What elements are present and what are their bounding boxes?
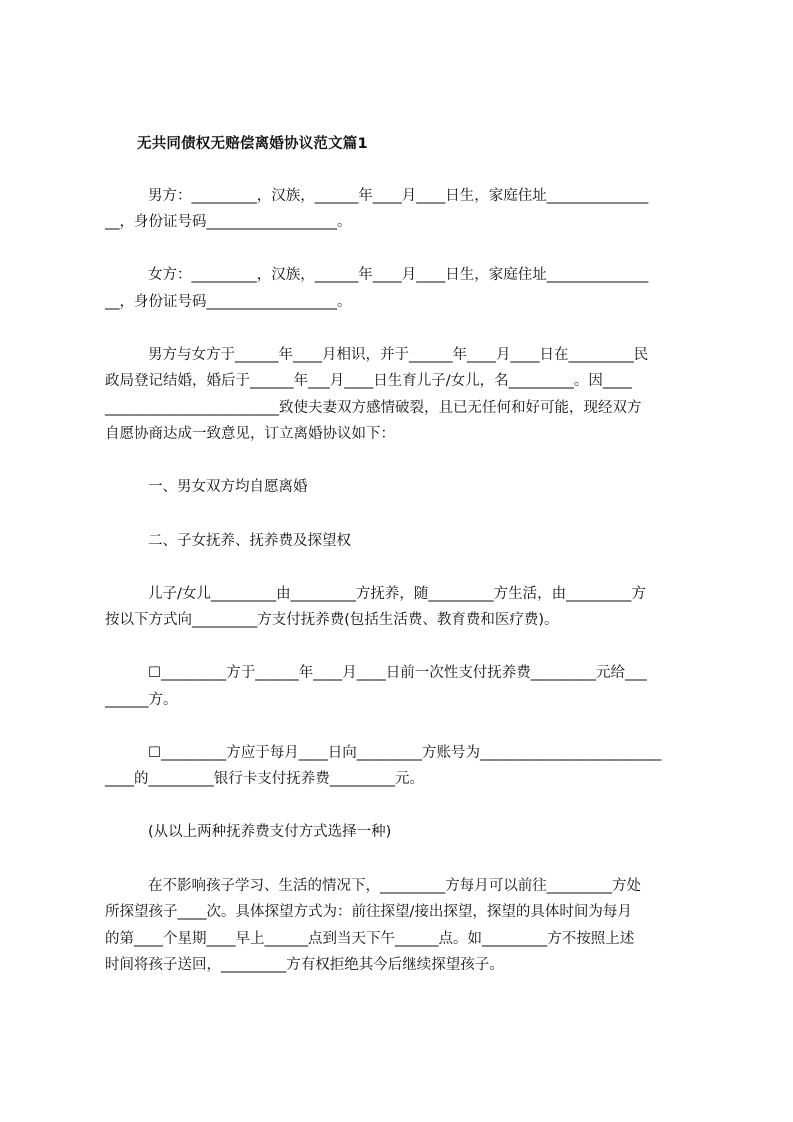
paragraph-line: 男方：_________，汉族，______年____月____日生，家庭住址______________	[148, 188, 649, 204]
paragraph-line: __，身份证号码__________________。	[105, 214, 352, 230]
section-heading: 二、子女抚养、抚养费及探望权	[148, 533, 351, 549]
option-line: ____的_________银行卡支付抚养费_________元。	[105, 771, 424, 787]
paragraph-line: 在不影响孩子学习、生活的情况下，_________方每月可以前往_________方处	[148, 878, 641, 894]
paragraph-line: 男方与女方于______年____月相识，并于______年____月____日在_________民	[148, 347, 649, 363]
paragraph-line: 时间将孩子送回，_________方有权拒绝其今后继续探望孩子。	[105, 957, 504, 973]
document-title: 无共同债权无赔偿离婚协议范文篇1	[137, 136, 368, 152]
paragraph-line: 的第____个星期____早上______点到当天下午______点。如_________方不按照上述	[105, 931, 635, 947]
paragraph-line: 儿子/女儿_________由_________方抚养，随_________方生活，由_________方	[148, 586, 646, 602]
paragraph-line: 按以下方式向_________方支付抚养费(包括生活费、教育费和医疗费)。	[105, 612, 559, 628]
option-line: ______方。	[105, 692, 178, 708]
paragraph-line: 自愿协商达成一致意见，订立离婚协议如下：	[105, 426, 395, 442]
paragraph-line: 所探望孩子____次。具体探望方式为：前往探望/接出探望，探望的具体时间为每月	[105, 904, 632, 920]
section-heading: 一、男女双方均自愿离婚	[148, 479, 308, 495]
paragraph-line: __，身份证号码__________________。	[105, 294, 352, 310]
paragraph-line: 女方：_________，汉族，______年____月____日生，家庭住址______________	[148, 267, 649, 283]
paragraph-line: ________________________致使夫妻双方感情破裂，且已无任何和好可能，现经双方	[105, 400, 642, 416]
option-line: ☐_________方应于每月____日向_________方账号为_________________________	[148, 745, 662, 761]
paragraph-line: 政局登记结婚，婚后于______年___月____日生育儿子/女儿，名_________。因____	[105, 373, 632, 389]
option-line: ☐_________方于______年____月____日前一次性支付抚养费_________元给___	[148, 665, 647, 681]
note-line: (从以上两种抚养费支付方式选择一种)	[148, 824, 392, 840]
